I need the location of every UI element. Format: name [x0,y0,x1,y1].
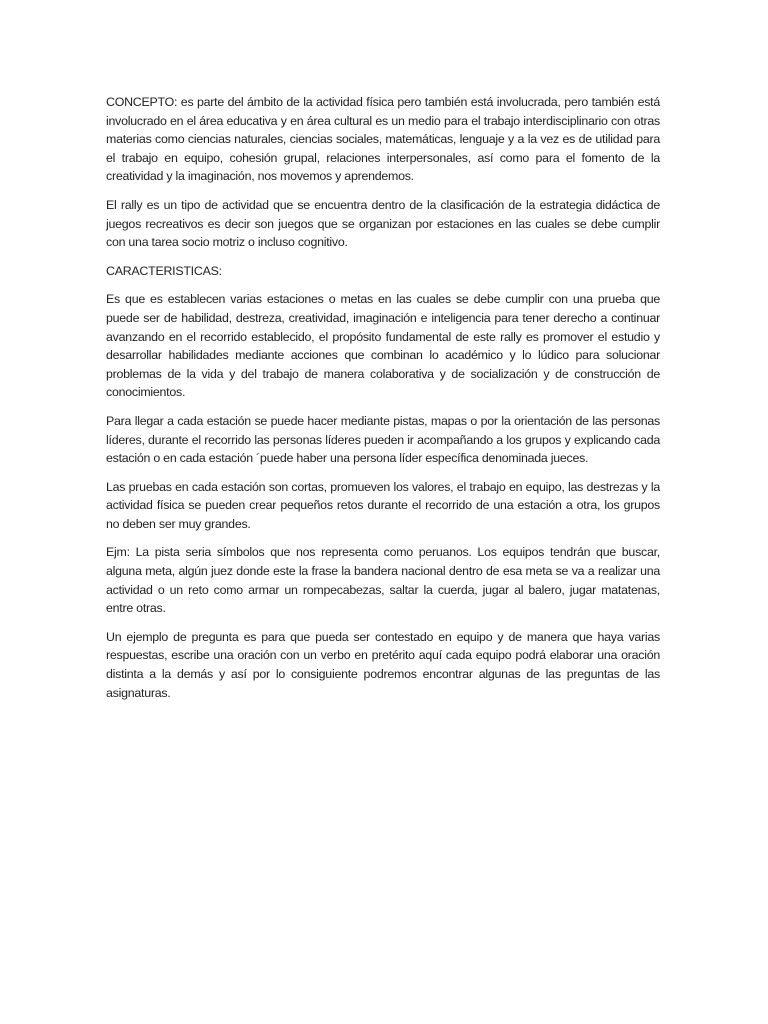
document-page [106,93,660,712]
paragraph-pregunta: Un ejemplo de pregunta es para que pueda ser contestado en equipo y de manera que haya varias respuestas, escribe una oración con un verbo en pretérito aquí cada equipo podrá elaborar una oración distinta a la demás y así por lo consiguiente podremos encontrar algunas de las preguntas de las asignaturas. [106,629,660,700]
paragraph-rally-definition: El rally es un tipo de actividad que se encuentra dentro de la clasificación de la estrategia didáctica de juegos recreativos es decir son juegos que se organizan por estaciones en las cuales se debe cumplir con una tarea socio motriz o incluso cognitivo. [106,197,660,250]
paragraph-ejemplo: Ejm: La pista seria símbolos que nos representa como peruanos. Los equipos tendrán que buscar, alguna meta, algún juez donde este la frase la bandera nacional dentro de esa meta se va a realizar una actividad o un reto como armar un rompecabezas, saltar la cuerda, jugar al balero, jugar matatenas, entre otras. [106,545,660,616]
paragraph-concepto: CONCEPTO: es parte del ámbito de la actividad física pero también está involucrada, pero también está involucrado en el área educativa y en área cultural es un medio para el trabajo interdisciplinario con otras materias como ciencias naturales, ciencias sociales, matemáticas, lenguaje y a la vez es de utilidad para el trabajo en equipo, cohesión grupal, relaciones interpersonales, así como para el fomento de la creatividad y la imaginación, nos movemos y aprendemos. [106,95,660,184]
paragraph-pistas: Para llegar a cada estación se puede hacer mediante pistas, mapas o por la orientación de las personas líderes, durante el recorrido las personas líderes pueden ir acompañando a los grupos y explicando cada estación o en cada estación ´puede haber una persona líder específica denominada jueces. [106,413,660,466]
paragraph-estaciones: Es que es establecen varias estaciones o metas en las cuales se debe cumplir con una prueba que puede ser de habilidad, destreza, creatividad, imaginación e inteligencia para tener derecho a continuar avanzando en el recorrido establecido, el propósito fundamental de este rally es promover el estudio y desarrollar habilidades mediante acciones que combinan lo académico y lo lúdico para solucionar problemas de la vida y del trabajo de manera colaborativa y de socialización y de construcción de conocimientos. [106,292,660,400]
paragraph-pruebas: Las pruebas en cada estación son cortas, promueven los valores, el trabajo en equipo, las destrezas y la actividad física se pueden crear pequeños retos durante el recorrido de una estación a otra, los grupos no deben ser muy grandes. [106,479,660,531]
heading-caracteristicas: CARACTERISTICAS: [106,263,222,278]
